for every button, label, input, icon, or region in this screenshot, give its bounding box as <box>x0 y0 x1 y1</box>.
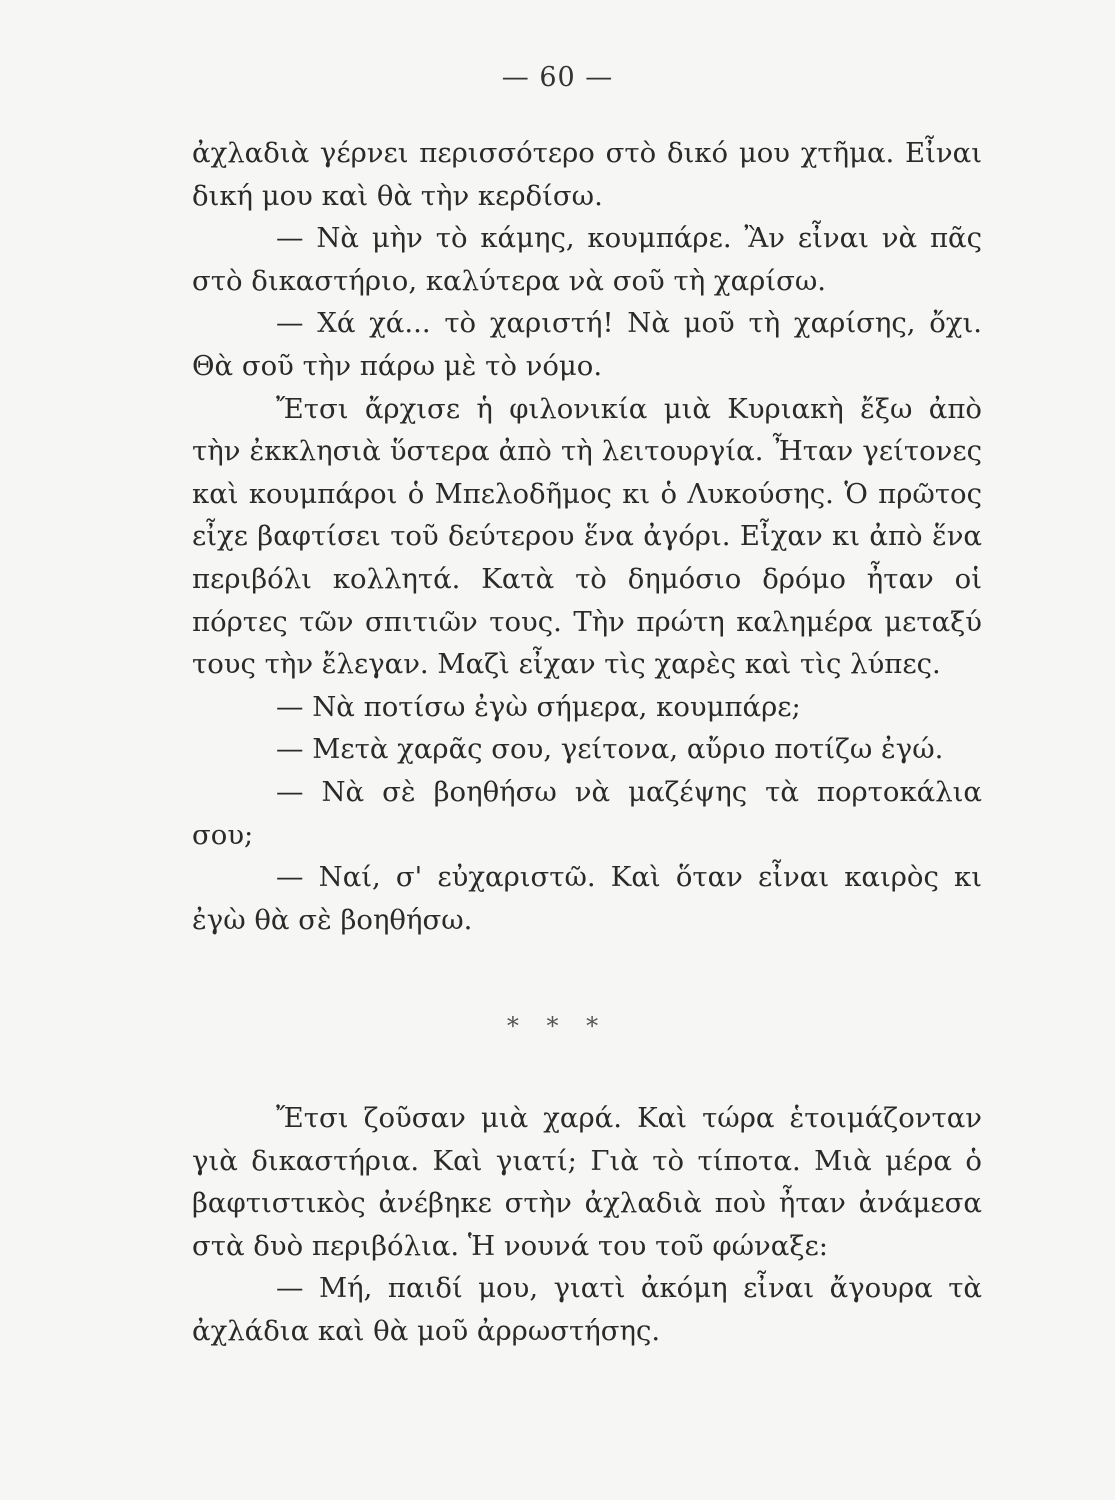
paragraph: — Νὰ μὴν τὸ κάμης, κουμπάρε. Ἂν εἶναι νὰ πᾶς στὸ δικαστήριο, καλύτερα νὰ σοῦ τὴ χαρίσω. <box>192 222 982 297</box>
paragraph: — Μετὰ χαρᾶς σου, γείτονα, αὔριο ποτίζω ἐγώ. <box>276 733 944 766</box>
section-divider: * * * <box>506 1012 609 1040</box>
text-section-2 <box>192 1097 982 1353</box>
paragraph: — Νὰ ποτίσω ἐγὼ σήμερα, κουμπάρε; <box>276 690 801 723</box>
paragraph: Ἔτσι ζοῦσαν μιὰ χαρά. Καὶ τώρα ἑτοιμάζονταν γιὰ δικαστήρια. Καὶ γιατί; Γιὰ τὸ τίποτα. Μιὰ μέρα ὁ βαφτιστικὸς ἀνέβηκε στὴν ἀχλαδιὰ ποὺ ἦταν ἀνάμεσα στὰ δυὸ περιβόλια. Ἡ νουνά του τοῦ φώναξε: <box>192 1102 982 1262</box>
paragraph: — Ναί, σ' εὐχαριστῶ. Καὶ ὅταν εἶναι καιρὸς κι ἐγὼ θὰ σὲ βοηθήσω. <box>192 861 982 936</box>
paragraph: ἀχλαδιὰ γέρνει περισσότερο στὸ δικό μου χτῆμα. Εἶναι δική μου καὶ θὰ τὴν κερδίσω. <box>192 137 982 212</box>
paragraph: Ἔτσι ἄρχισε ἡ φιλονικία μιὰ Κυριακὴ ἔξω ἀπὸ τὴν ἐκκλησιὰ ὕστερα ἀπὸ τὴ λειτουργία. Ἦταν γείτονες καὶ κουμπάροι ὁ Μπελοδῆμος κι ὁ Λυκούσης. Ὁ πρῶτος εἶχε βαφτίσει τοῦ δεύτερου ἕνα ἀγόρι. Εἶχαν κι ἀπὸ ἕνα περιβόλι κολλητά. Κατὰ τὸ δημόσιο δρόμο ἦταν οἱ πόρτες τῶν σπιτιῶν τους. Τὴν πρώτη καλημέρα μεταξύ τους τὴν ἔλεγαν. Μαζὶ εἶχαν τὶς χαρὲς καὶ τὶς λύπες. <box>192 392 982 681</box>
paragraph: — Μή, παιδί μου, γιατὶ ἀκόμη εἶναι ἄγουρα τὰ ἀχλάδια καὶ θὰ μοῦ ἀρρωστήσης. <box>192 1272 982 1347</box>
page-number: — 60 — <box>501 62 614 93</box>
paragraph: — Χά χά... τὸ χαριστή! Νὰ μοῦ τὴ χαρίσης, ὄχι. Θὰ σοῦ τὴν πάρω μὲ τὸ νόμο. <box>192 307 982 382</box>
paragraph: — Νὰ σὲ βοηθήσω νὰ μαζέψης τὰ πορτοκάλια σου; <box>192 775 982 851</box>
text-section-1 <box>192 132 982 941</box>
